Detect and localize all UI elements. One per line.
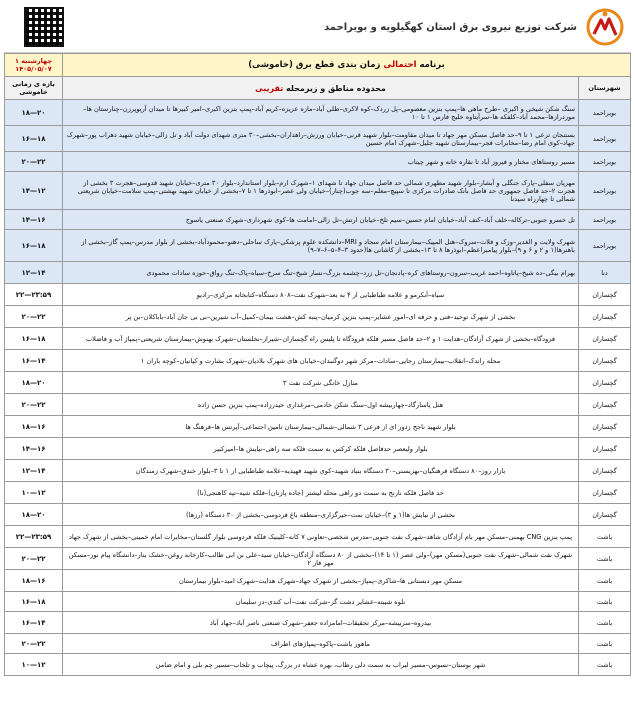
region-cell: گچساران <box>579 350 631 372</box>
document-title: برنامه احتمالی زمان بندی قطع برق (خاموشی) <box>63 54 631 77</box>
table-row <box>5 654 631 676</box>
table-row <box>5 350 631 372</box>
table-row <box>5 210 631 230</box>
areas-cell: شهرک نفت شمالی–شهرک نفت جنوبی(مسکن مهر)–ولی عصر (۱ تا ۱۴)–بخشی از ۸۰ دستگاه آزادگان–خیابان سید–علی بن ابی طالب–کارخانه روغن–خشک بنار–دانشگاه پیام نور–مسکن مهر فاز ۲ <box>63 548 579 570</box>
time-cell: ۲۰—۲۲ <box>5 152 63 172</box>
region-cell: باشت <box>579 634 631 654</box>
time-cell: ۱۶—۱۴ <box>5 612 63 634</box>
areas-cell: بلوار شهید ناجح زدور ای از فرعی ۳ شمالی–شمالی–بیمارستان تامین اجتماعی–آپرتس ها–فرهنگ ها <box>63 416 579 438</box>
areas-cell: تل خسرو جنوبی–ترکاله–خلف آباد–کتف آباد–خیابان امام حسین–سیم تلخ–خیابان ارتش–تل زالی–امامت ها–کوی شهرداری–شهرک صنعتی یاسوج <box>63 210 579 230</box>
time-cell: ۱۶—۱۸ <box>5 126 63 152</box>
areas-cell: بستنجان ترعی ۱ تا ۹–حد فاصل مسکن مهر جهاد تا میدان مقاومت–بلوار شهید قرنی–خیابان ورزش–راهداران–بخشی–۳۰ متری شهدای دولت آباد و تل زالی–خیابان شهید دهراب پور–شهرک جهاد–کوی امام رضا–مخابرات فجر–بیمارستان شهید جلیل–شهرک امام حسین <box>63 126 579 152</box>
time-cell: ۱۲—۱۴ <box>5 460 63 482</box>
region-cell: گچساران <box>579 438 631 460</box>
areas-cell: بخشی از شهرک توحید–فنی و حرفه ای–امور عشایر–پمپ بنزین کرمیان–پنبه کش–هشت بیمان–کمیل–آب شیرین–بی بی جان آباد–باباکلان–بن پر <box>63 306 579 328</box>
time-cell: ۱۸—۲۰ <box>5 100 63 126</box>
time-cell: ۲۰—۲۲ <box>5 394 63 416</box>
table-row <box>5 548 631 570</box>
time-cell: ۲۰—۲۲ <box>5 634 63 654</box>
time-cell: ۱۴—۱۲ <box>5 172 63 210</box>
region-cell: گچساران <box>579 372 631 394</box>
region-cell: بویراحمد <box>579 152 631 172</box>
areas-cell: بازار روز–۸۰ دستگاه فرهنگیان–بهزیستی–۳۰ دستگاه بنیاد شهید–کوی شهید قهیدیه–علامه طباطبایی از ۱ تا ۳–بلوار خندق–شهرک زمندگان <box>63 460 579 482</box>
region-cell: گچساران <box>579 504 631 526</box>
company-logo-icon <box>585 7 625 47</box>
table-row <box>5 634 631 654</box>
table-row <box>5 504 631 526</box>
time-cell: ۱۸—۱۶ <box>5 416 63 438</box>
areas-cell: بلوار ولیعصر حدفاصل فلکه کرکس به سمت فلکه سه راهی–نیایش ها–امیرکبیر <box>63 438 579 460</box>
areas-cell: مهریان سفلی–پارک جنگلی و آبشار–بلوار شهید مطهری شمالی حد فاصل میدان جهاد تا شهدای ۱–شهرک ارم–بلوار استاندارد–بلوار ۳۰ متری–خیابان شهید قدوسی–هجرت ۳ بخشی از هجرت ۲–حد فاصل جمهوری حد فاصل بانک صادرات مرکزی تا سپیچ–معلم–سه جوب(چنار)–خیابان ولی عصر–ابوذرها ۱ تا ۷–بخشی از خیابان شهید بهشتی–پمپ سلامت–خیابان شریعتی شمالی تا چهارراه سیدنا <box>63 172 579 210</box>
column-header-row <box>5 77 631 100</box>
region-cell: گچساران <box>579 306 631 328</box>
qr-code <box>24 7 64 47</box>
table-row <box>5 438 631 460</box>
time-cell: ۱۸—۱۶ <box>5 570 63 592</box>
document-page <box>4 2 631 718</box>
areas-cell: مسیر روستاهای مختار و فیروز آباد تا نقاره خانه و شهر چیتاب <box>63 152 579 172</box>
table-row <box>5 394 631 416</box>
time-cell: ۱۸—۲۰ <box>5 372 63 394</box>
document-header <box>4 2 631 53</box>
region-cell: بویراحمد <box>579 100 631 126</box>
areas-cell: بیدروه–سربیشه–مرکز تحقیقات–امامزاده جعفر–شهرک صنعتی ناصر آباد–جهاد آباد <box>63 612 579 634</box>
time-cell: ۲۲—۲۳:۵۹ <box>5 284 63 306</box>
date-value: ۱۴۰۵/۰۵/۰۷ <box>15 65 52 73</box>
table-row <box>5 372 631 394</box>
table-row <box>5 460 631 482</box>
time-cell: ۱۰—۱۲ <box>5 654 63 676</box>
areas-cell: شهرک ولایت و الغدیر–وزک و فلات–سروک–هتل المپیک–بیمارستان امام سجاد و MRI–دانشکده علوم پزشکی–پارک ساحلی–دهنو–محمودآباد–بخشی از بلوار مدرس–پمپ گاز–بخشی از باهنرها(۱ و ۲ و ۶ و ۹)–بلوار پیامبراعظم–ابوذرها ۸ تا ۱۳–بخشی از کاشانی ها(حدود ۳–۴–۵–۶–۷–۹) <box>63 230 579 262</box>
time-cell: ۱۶—۱۸ <box>5 592 63 612</box>
region-cell: گچساران <box>579 482 631 504</box>
region-cell: گچساران <box>579 328 631 350</box>
date-cell <box>5 54 63 77</box>
table-row <box>5 306 631 328</box>
region-cell: باشت <box>579 526 631 548</box>
table-row <box>5 284 631 306</box>
time-cell: ۱۴—۱۶ <box>5 210 63 230</box>
table-row <box>5 230 631 262</box>
areas-cell: ماهور باشت–پاکوه–پمپاژهای اطراف <box>63 634 579 654</box>
time-cell: ۱۶—۱۸ <box>5 230 63 262</box>
areas-cell: سنگ شکن شیخی و اکبری –طرح ماهی ها–پمپ بنزین معصومی–پل زردک–کوه لاکری–طلی آباد–مازه عزیزه–کریم آباد–پمپ بنزین اکبری–امیر کبیرها تا میدان آرپوپرزن–چنارستان ها–موردرازها–محمد آباد–کلفکه ها–سرآبتاوه خلیج فارس ۱ تا ۱۰ <box>63 100 579 126</box>
region-cell: گچساران <box>579 416 631 438</box>
table-row <box>5 172 631 210</box>
time-cell: ۲۲—۲۳:۵۹ <box>5 526 63 548</box>
areas-cell: منازل خانگی شرکت نفت ۳ <box>63 372 579 394</box>
title-highlight: احتمالی <box>383 60 417 70</box>
time-column-header: بازه ی زمانی خاموشی <box>5 77 63 100</box>
table-row <box>5 526 631 548</box>
region-cell: بویراحمد <box>579 230 631 262</box>
region-cell: باشت <box>579 592 631 612</box>
areas-cell: بخشی از نیایش ها(۱ و ۳)–خیابان نمت–حیرگزاری–منطقه باغ فردوسی–بخشی از ۳۰ دستگاه (رزها) <box>63 504 579 526</box>
region-cell: باشت <box>579 654 631 676</box>
time-cell: ۱۴—۱۶ <box>5 438 63 460</box>
table-row <box>5 126 631 152</box>
table-row <box>5 262 631 284</box>
region-cell: بویراحمد <box>579 172 631 210</box>
areas-cell: مسکن مهر دبستانی ها–شاکری–پمپاژ–بخشی از شهرک جهاد–شهرک هدایت–شهرک امید–بلوار بیمارستان <box>63 570 579 592</box>
time-cell: ۱۲—۱۴ <box>5 262 63 284</box>
region-cell: بویراحمد <box>579 126 631 152</box>
time-cell: ۱۶—۱۸ <box>5 328 63 350</box>
region-cell: باشت <box>579 612 631 634</box>
areas-cell: شهر بوستان–نسوس–مسیر لیراب به سمت دلی رطاب، بهره عشاه در بزرگ، پیچاب و تلخاب–مسیر چم بلی و امام ضامن <box>63 654 579 676</box>
region-cell: بویراحمد <box>579 210 631 230</box>
table-row <box>5 482 631 504</box>
table-row <box>5 152 631 172</box>
table-row <box>5 328 631 350</box>
table-row <box>5 100 631 126</box>
region-cell: باشت <box>579 570 631 592</box>
areas-cell: بهرام بیگی–ده شیخ–پاتاوه–احمد غریب–سرون–روستاهای کره–پادنجان–تل زرد–چشمه بزرگ–نسار شیخ–تنگ سرخ–سیاه–پاک–تنگ رواق–حوزه سادات محمودی <box>63 262 579 284</box>
areas-cell: پمپ بنزین CNG بهمنی–مسکن مهر بام آزادگان شاهد–شهرک نفت جنوبی–مدرس شخصی–تعاونی ۷ کانه–کلینیک فلکه فردوسی بلوار گلستان–مخابرات امام خمینی–بخشی از شهرک جهاد <box>63 526 579 548</box>
areas-cell: هتل پاسارگاد–چهاربیشه اول–سنگ شکن خادمی–مرغداری حیدرزاده–پمپ بنزین حسن زاده <box>63 394 579 416</box>
title-row <box>5 54 631 77</box>
region-cell: باشت <box>579 548 631 570</box>
region-cell: دنا <box>579 262 631 284</box>
region-cell: گچساران <box>579 460 631 482</box>
areas-cell: محله راندک–انقلاب–بیمارستان رجایی–سادات–مرکز شهر دوگنبدان–خیابان های شهرک بلادیان–شهرک بشارت و کیانیان–کوچه باران ۱ <box>63 350 579 372</box>
region-cell: گچساران <box>579 284 631 306</box>
areas-cell: فرودگاه–بخشی از شهرک آزادگان–هدایت ۱ و ۲–حد فاصل مسیر فلکه فرودگاه تا پلیس راه گچساران–شیراز–نخلستان–شهرک بهنوش–بیمارستان شریعتی–پمپاژ آب و فاضلاب <box>63 328 579 350</box>
areas-column-header: محدوده مناطق و زیرمحله تقریبی <box>63 77 579 100</box>
time-cell: ۱۰—۱۲ <box>5 482 63 504</box>
areas-cell: نلوه شیبته–عشایر دشت گز–شرکت نفت–آب کندی–دز سلیمان <box>63 592 579 612</box>
time-cell: ۱۸—۲۰ <box>5 504 63 526</box>
company-name: شرکت توزیع نیروی برق استان کهگیلویه و بویراحمد <box>324 21 577 33</box>
table-row <box>5 612 631 634</box>
table-row <box>5 592 631 612</box>
date-day: چهارشنبه ۱ <box>14 57 53 65</box>
region-cell: گچساران <box>579 394 631 416</box>
areas-cell: حد فاصل فلکه نارنج به سمت دو راهی محله لیشتر (جاده پازنان)–فلکه شیه–تپه کاهنجی(نا) <box>63 482 579 504</box>
table-row <box>5 570 631 592</box>
areas-cell: سیاه–آبکرمو و علامه طباطبایی از ۴ به بعد–شهرک نفت–۸۰۸ دستگاه–کتابخانه مرکزی–رادیو <box>63 284 579 306</box>
time-cell: ۱۶—۱۴ <box>5 350 63 372</box>
time-cell: ۲۰—۲۲ <box>5 306 63 328</box>
time-cell: ۲۰—۲۲ <box>5 548 63 570</box>
outage-schedule-table <box>4 53 631 676</box>
region-column-header: شهرستان <box>579 77 631 100</box>
table-row <box>5 416 631 438</box>
